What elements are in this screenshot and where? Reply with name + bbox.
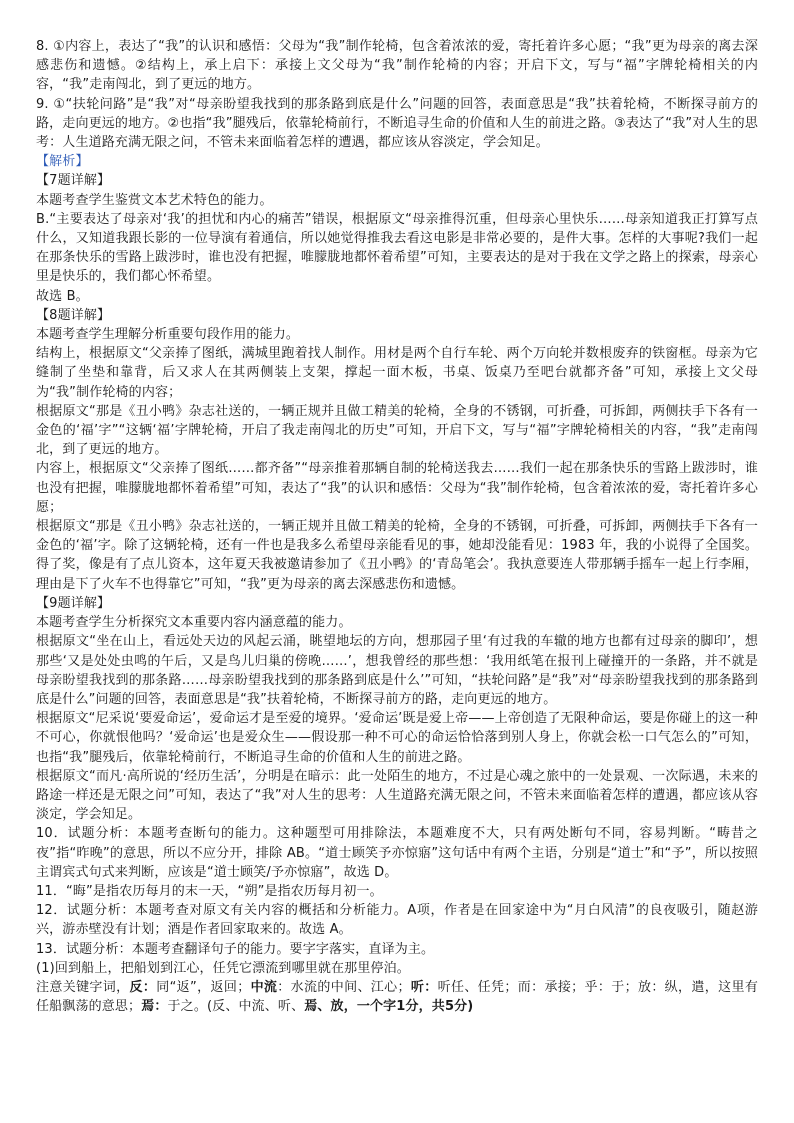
- q13-gloss-ting: 听任、任凭；而：承接；乎：于；放：纵，遣，这里有任船飘荡的意思；: [36, 979, 758, 1015]
- q13-note: [36, 978, 758, 1016]
- q7-answer: 故选 B。: [36, 288, 89, 304]
- q13-gloss-zhongliu: ：水流的中间、江心；: [277, 979, 411, 995]
- q8-header: 【8题详解】: [36, 307, 111, 323]
- q9-paragraph: 根据原文“坐在山上，看远处天边的风起云涌，眺望地坛的方向，想那园子里‘有过我的车辙的地方也都有过母亲的脚印’，想那些‘又是处处虫鸣的午后，又是鸟儿归巢的傍晚……’，想我曾经的那些想：‘我用纸笔在报刊上碰撞开的一条路，并不就是母亲盼望我找到的那条路……母亲盼望我找到的那条路到底是什么’”可知，“扶轮问路”是“我”对“母亲盼望我找到的那条路到底是什么”问题的回答，表面意思是“我”扶着轮椅，不断探寻前方的路，走向更远的地方。: [36, 634, 758, 707]
- q13-note-prefix: 注意关键字词，: [36, 979, 130, 995]
- analysis-label: 【解析】: [36, 154, 89, 170]
- q13-keyword-ting: 听：: [410, 979, 438, 995]
- answer-q8: 8. ①内容上，表达了“我”的认识和感悟：父母为“我”制作轮椅，包含着浓浓的爱，寄托着许多心愿；“我”更为母亲的离去深感悲伤和遗憾。②结构上，承上启下：承接上文父母为“我”制作轮椅的内容；开启下文，写与“福”字牌轮椅相关的内容，“我”走南闯北，到了更远的地方。: [36, 39, 758, 93]
- q8-paragraph: 根据原文“那是《丑小鸭》杂志社送的，一辆正规并且做工精美的轮椅，全身的不锈钢，可折叠，可拆卸，两侧扶手下各有一金色的‘福’字”“这辆‘福’字牌轮椅，开启了我走南闯北的历史”可知，开启下文，写与“福”字牌轮椅相关的内容，“我”走南闯北，到了更远的地方。: [36, 403, 758, 458]
- q13-keyword-zhongliu: 中流: [250, 979, 278, 995]
- q13-item1: (1)回到船上，把船划到江心，任凭它漂流到哪里就在那里停泊。: [36, 960, 410, 976]
- q9-paragraph: 根据原文“而凡·高所说的‘经历生活’，分明是在暗示：此一处陌生的地方，不过是心魂之旅中的一处景观、一次际遇，未来的路途一样还是无限之问”可知，表达了“我”对人生的思考：人生道路充满无限之问，不管未来面临着怎样的遭遇，都应该从容淡定，学会知足。: [36, 768, 758, 823]
- q13-gloss-fan: 同“返”，返回；: [156, 979, 251, 995]
- q9-paragraph: 根据原文“尼采说‘要爱命运’，爱命运才是至爱的境界。‘爱命运’既是爱上帝——上帝创造了无限种命运，要是你碰上的这一种不可心，你就恨他吗？‘爱命运’也是爱众生——假设那一种不可心的命运恰恰落到别人身上，你就会松一口气怎么的”可知，也指“我”腿残后，依靠轮椅前行，不断追寻生命的价值和人生的前进之路。: [36, 711, 758, 765]
- q10-analysis: 10．试题分析：本题考查断句的能力。这种题型可用排除法，本题难度不大，只有两处断句不同，容易判断。“畴昔之夜”指“昨晚”的意思，所以不应分开，排除 AB。“道士顾笑予亦惊寤”这句话中有两个主语，分别是“道士”和“予”，所以按照主谓宾式句式来判断，应该是“道士顾笑/予亦惊寤”，故选 D。: [36, 826, 758, 880]
- q8-paragraph: 根据原文“那是《丑小鸭》杂志社送的，一辆正规并且做工精美的轮椅，全身的不锈钢，可折叠，可拆卸，两侧扶手下各有一金色的‘福’字。除了这辆轮椅，还有一件也是我多么希望母亲能看见的事，她却没能看见：1983 年，我的小说得了全国奖。得了奖，像是有了点儿资本，这年夏天我被邀请参加了《丑小鸭》的‘青岛笔会’。我执意要连人带那辆手摇车一起上行李厢，理由是下了火车不也得靠它”可知，“我”更为母亲的离去深感悲伤和遗憾。: [36, 519, 758, 592]
- q13-gloss-yan: 于之。(反、中流、听、: [167, 999, 305, 1015]
- q9-intro: 本题考查学生分析探究文本重要内容内涵意蕴的能力。: [36, 615, 352, 631]
- q7-intro: 本题考查学生鉴赏文本艺术特色的能力。: [36, 192, 273, 208]
- answer-q9: 9. ①“扶轮问路”是“我”对“母亲盼望我找到的那条路到底是什么”问题的回答，表面意思是“我”扶着轮椅，不断探寻前方的路，走向更远的地方。②也指“我”腿残后，依靠轮椅前行，不断追寻生命的价值和人生的前进之路。③表达了“我”对人生的思考：人生道路充满无限之问，不管未来面临着怎样的遭遇，都应该从容淡定，学会知足。: [36, 96, 758, 151]
- q8-intro: 本题考查学生理解分析重要句段作用的能力。: [36, 327, 300, 343]
- q8-paragraph: 结构上，根据原文“父亲捧了图纸，满城里跑着找人制作。用材是两个自行车轮、两个万向轮并数根废弃的铁窗框。母亲为它缝制了坐垫和靠背，后又求人在其两侧装上支架，撑起一面木板，书桌、饭桌乃至吧台就都齐备”可知，承接上文父母为“我”制作轮椅的内容；: [36, 346, 758, 400]
- q11-analysis: 11．“晦”是指农历每月的末一天，“朔”是指农历每月初一。: [36, 883, 383, 899]
- q8-paragraph: 内容上，根据原文“父亲捧了图纸……都齐备”“母亲推着那辆自制的轮椅送我去……我们一起在那条快乐的雪路上跋涉时，谁也没有把握，唯朦胧地都怀着希望”可知，表达了“我”的认识和感悟：父母为“我”制作轮椅，包含着浓浓的爱，寄托着许多心愿；: [36, 461, 758, 515]
- q7-body: B.“主要表达了母亲对‘我’的担忧和内心的痛苦”错误，根据原文“母亲推得沉重，但母亲心里快乐……母亲知道我正打算写点什么，又知道我跟长影的一位导演有着通信，所以她觉得推我去看这电影是非常必要的，是件大事。怎样的大事呢?我们一起在那条快乐的雪路上跋涉时，谁也没有把握，唯朦胧地都怀着希望”可知，主要表达的是对于我在文学之路上的探索，母亲心里是快乐的，我们都心怀希望。: [36, 211, 758, 285]
- q7-header: 【7题详解】: [36, 173, 111, 189]
- q13-score-note: 焉、放，一个字1分，共5分): [304, 999, 474, 1015]
- q13-keyword-fan: 反：: [129, 979, 157, 995]
- q12-analysis: 12．试题分析：本题考查对原文有关内容的概括和分析能力。A项，作者是在回家途中为“月白风清”的良夜吸引，随赵游兴，游赤壁没有计划；酒是作者回家取来的。故选 A。: [36, 903, 758, 938]
- q13-keyword-yan: 焉：: [141, 999, 168, 1015]
- q13-intro: 13．试题分析：本题考查翻译句子的能力。要字字落实，直译为主。: [36, 941, 435, 957]
- answer-page: [36, 37, 758, 1016]
- q9-header: 【9题详解】: [36, 595, 111, 611]
